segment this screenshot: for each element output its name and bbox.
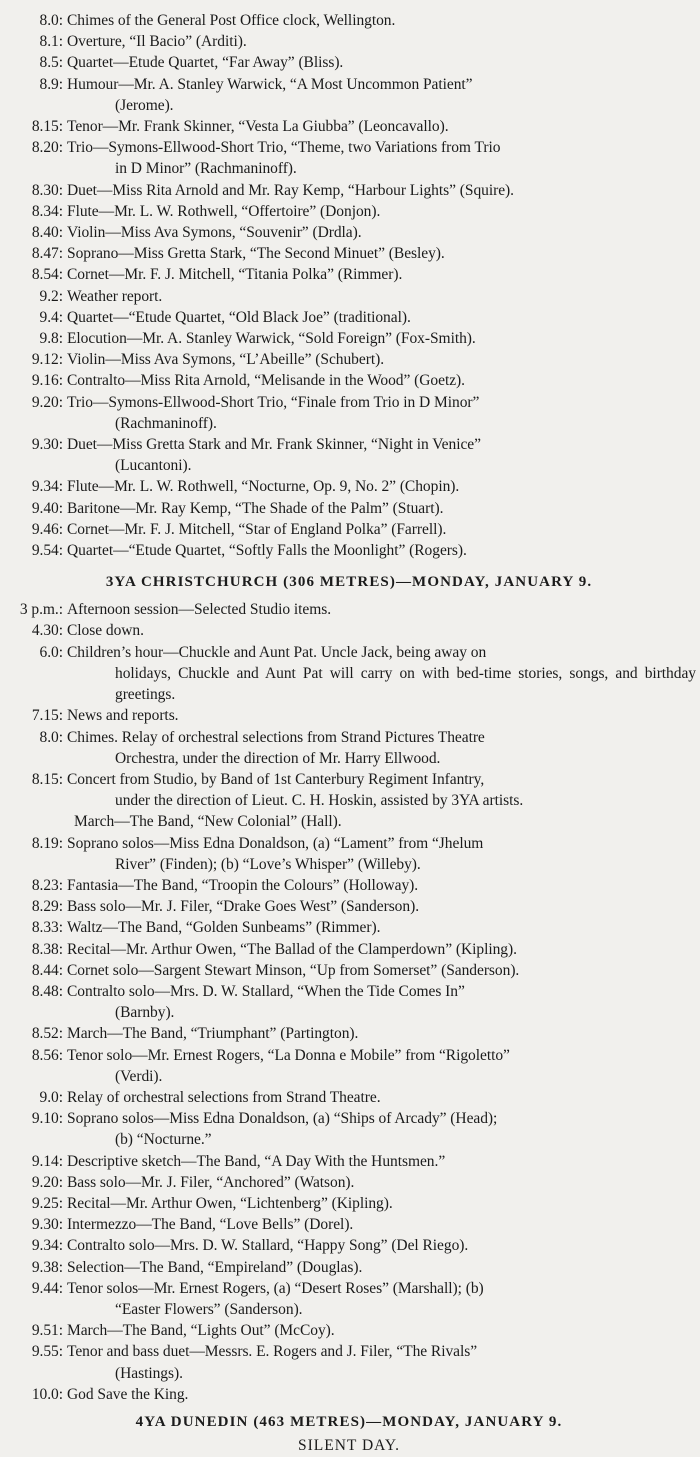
entry-description: Soprano solos—Miss Edna Donaldson, (a) “Ships of Arcady” (Head);: [67, 1110, 498, 1128]
programme-entry: [2, 917, 696, 938]
entry-time: 8.5:: [39, 54, 63, 72]
entry-text: [67, 1235, 696, 1256]
entry-time: 9.54:: [31, 542, 63, 560]
programme-entry: [2, 370, 696, 391]
entry-text: [67, 1023, 696, 1044]
entry-text: [67, 1108, 696, 1150]
entry-text: [67, 74, 696, 116]
programme-entry: [2, 1045, 696, 1087]
entry-description: Weather report.: [67, 287, 163, 305]
entry-time: 9.14:: [31, 1152, 63, 1170]
entry-text: [67, 498, 696, 519]
programme-entry: [2, 1023, 696, 1044]
entry-text: [67, 519, 696, 540]
entry-description: Recital—Mr. Arthur Owen, “Lichtenberg” (Kipling).: [67, 1194, 393, 1212]
programme-entry: [2, 31, 696, 52]
entry-time: 8.29:: [31, 898, 63, 916]
entry-text: [67, 1384, 696, 1405]
entry-time: 9.10:: [31, 1110, 63, 1128]
entry-description: Soprano solos—Miss Edna Donaldson, (a) “Lament” from “Jhelum: [67, 834, 484, 852]
entry-time: 9.34:: [31, 478, 63, 496]
programme-entry: [2, 896, 696, 917]
entry-time: 9.40:: [31, 499, 63, 517]
entry-text: [67, 833, 696, 875]
entry-text: [67, 540, 696, 561]
entry-description: Chimes. Relay of orchestral selections from Strand Pictures Theatre: [67, 728, 485, 746]
programme-entry: [2, 74, 696, 116]
entry-description: Contralto—Miss Rita Arnold, “Melisande in the Wood” (Goetz).: [67, 372, 465, 390]
entry-description: March—The Band, “Lights Out” (McCoy).: [67, 1322, 335, 1340]
programme-entry: [2, 1108, 696, 1150]
programme-entry: [2, 264, 696, 285]
programme-entry: [2, 833, 696, 875]
entry-time: 8.0:: [39, 728, 63, 746]
programme-entry: [2, 620, 696, 641]
entry-time: 9.16:: [31, 372, 63, 390]
programme-entry: [2, 727, 696, 769]
programme-entry: [2, 116, 696, 137]
entry-description: March—The Band, “New Colonial” (Hall).: [74, 813, 342, 831]
entry-description: Violin—Miss Ava Symons, “L’Abeille” (Schubert).: [67, 351, 385, 369]
programme-entry: [2, 286, 696, 307]
entry-text: [67, 264, 696, 285]
entry-description: Descriptive sketch—The Band, “A Day With the Huntsmen.”: [67, 1152, 446, 1170]
entry-time: 10.0:: [31, 1385, 63, 1403]
programme-entry: [2, 349, 696, 370]
entry-text: [67, 1172, 696, 1193]
entry-description: Elocution—Mr. A. Stanley Warwick, “Sold Foreign” (Fox-Smith).: [67, 330, 476, 348]
entry-description: Waltz—The Band, “Golden Sunbeams” (Rimmer).: [67, 919, 381, 937]
programme-entry: [2, 180, 696, 201]
entry-description: Children’s hour—Chuckle and Aunt Pat. Uncle Jack, being away on: [67, 643, 487, 661]
programme-entry: [2, 1151, 696, 1172]
entry-text: [67, 137, 696, 179]
entry-text: [67, 1193, 696, 1214]
entry-text: [67, 201, 696, 222]
entry-description: Tenor solos—Mr. Ernest Rogers, (a) “Desert Roses” (Marshall); (b): [67, 1279, 484, 1297]
entry-description: Contralto solo—Mrs. D. W. Stallard, “Happy Song” (Del Riego).: [67, 1237, 469, 1255]
entry-text: [67, 981, 696, 1023]
entry-time: 9.20:: [31, 393, 63, 411]
entry-text: [67, 370, 696, 391]
entry-text: [67, 116, 696, 137]
entry-time: 8.38:: [31, 940, 63, 958]
programme-entry: [2, 1257, 696, 1278]
entry-description: Tenor and bass duet—Messrs. E. Rogers and J. Filer, “The Rivals”: [67, 1343, 478, 1361]
programme-entry: [2, 392, 696, 434]
entry-time: 8.33:: [31, 919, 63, 937]
entry-text: [67, 392, 696, 434]
programme-entry: [2, 1320, 696, 1341]
entry-text: [67, 180, 696, 201]
entry-continuation: (Verdi).: [115, 1067, 163, 1085]
entry-description: Cornet—Mr. F. J. Mitchell, “Titania Polka” (Rimmer).: [67, 266, 403, 284]
entry-time: 9.20:: [31, 1173, 63, 1191]
entry-text: [67, 328, 696, 349]
entry-description: Relay of orchestral selections from Strand Theatre.: [67, 1088, 381, 1106]
entry-continuation: (b) “Nocturne.”: [115, 1131, 212, 1149]
entry-description: Tenor—Mr. Frank Skinner, “Vesta La Giubba” (Leoncavallo).: [67, 118, 449, 136]
entry-description: Cornet—Mr. F. J. Mitchell, “Star of England Polka” (Farrell).: [67, 520, 447, 538]
entry-text: [67, 243, 696, 264]
entry-time: 9.51:: [31, 1322, 63, 1340]
entry-time: 8.40:: [31, 224, 63, 242]
entry-text: [67, 31, 696, 52]
entry-time: 9.0:: [39, 1088, 63, 1106]
entry-description: Fantasia—The Band, “Troopin the Colours” (Holloway).: [67, 876, 419, 894]
entry-text: [67, 620, 696, 641]
entry-continuation: “Easter Flowers” (Sanderson).: [115, 1300, 303, 1318]
christchurch-programme: [2, 599, 696, 1405]
entry-time: 9.2:: [39, 287, 63, 305]
dunedin-heading: 4YA DUNEDIN (463 METRES)—MONDAY, JANUARY 9.: [135, 1414, 563, 1430]
programme-entry: [2, 811, 696, 832]
entry-description: Selection—The Band, “Empireland” (Douglas).: [67, 1258, 363, 1276]
entry-description: Trio—Symons-Ellwood-Short Trio, “Finale from Trio in D Minor”: [67, 393, 480, 411]
entry-text: [67, 52, 696, 73]
entry-continuation: in D Minor” (Rachmaninoff).: [115, 160, 297, 178]
entry-description: Baritone—Mr. Ray Kemp, “The Shade of the Palm” (Stuart).: [67, 499, 444, 517]
entry-text: [67, 1151, 696, 1172]
entry-text: [67, 875, 696, 896]
entry-time: 8.20:: [31, 139, 63, 157]
entry-time: 8.9:: [39, 75, 63, 93]
entry-text: [67, 1214, 696, 1235]
entry-time: 8.48:: [31, 982, 63, 1000]
programme-entry: [2, 52, 696, 73]
programme-entry: [2, 1172, 696, 1193]
entry-description: Afternoon session—Selected Studio items.: [67, 601, 332, 619]
entry-description: Intermezzo—The Band, “Love Bells” (Dorel).: [67, 1216, 354, 1234]
entry-time: 8.19:: [31, 834, 63, 852]
entry-time: 9.55:: [31, 1343, 63, 1361]
entry-time: 9.4:: [39, 308, 63, 326]
entry-description: Overture, “Il Bacio” (Arditi).: [67, 33, 247, 51]
entry-text: [67, 286, 696, 307]
entry-time: 9.38:: [31, 1258, 63, 1276]
entry-time: 9.34:: [31, 1237, 63, 1255]
programme-entry: [2, 10, 696, 31]
entry-continuation: holidays, Chuckle and Aunt Pat will carry on with bed-time stories, songs, and birthday greetings.: [115, 664, 696, 704]
entry-time: 9.46:: [31, 520, 63, 538]
entry-description: Quartet—Etude Quartet, “Far Away” (Bliss).: [67, 54, 344, 72]
entry-time: 8.47:: [31, 245, 63, 263]
entry-text: [67, 939, 696, 960]
entry-time: 8.15:: [31, 770, 63, 788]
entry-description: Flute—Mr. L. W. Rothwell, “Nocturne, Op. 9, No. 2” (Chopin).: [67, 478, 460, 496]
entry-description: Duet—Miss Gretta Stark and Mr. Frank Skinner, “Night in Venice”: [67, 436, 481, 454]
entry-time: 8.23:: [31, 876, 63, 894]
programme-entry: [2, 769, 696, 811]
entry-text: [67, 727, 696, 769]
entry-time: 8.30:: [31, 181, 63, 199]
entry-text: [67, 896, 696, 917]
entry-description: Cornet solo—Sargent Stewart Minson, “Up from Somerset” (Sanderson).: [67, 961, 520, 979]
entry-description: Quartet—“Etude Quartet, “Softly Falls the Moonlight” (Rogers).: [67, 542, 467, 560]
entry-text: [67, 1278, 696, 1320]
entry-text: [67, 1257, 696, 1278]
entry-description: March—The Band, “Triumphant” (Partington).: [67, 1025, 359, 1043]
programme-entry: [2, 1087, 696, 1108]
entry-description: Contralto solo—Mrs. D. W. Stallard, “When the Tide Comes In”: [67, 982, 465, 1000]
entry-description: Trio—Symons-Ellwood-Short Trio, “Theme, two Variations from Trio: [67, 139, 501, 157]
entry-text: [67, 1045, 696, 1087]
entry-time: 8.56:: [31, 1046, 63, 1064]
entry-description: Quartet—“Etude Quartet, “Old Black Joe” (traditional).: [67, 308, 411, 326]
entry-text: [67, 1087, 696, 1108]
programme-entry: [2, 1341, 696, 1383]
programme-entry: [2, 939, 696, 960]
entry-text: [67, 705, 696, 726]
programme-entry: [2, 981, 696, 1023]
programme-entry: [2, 875, 696, 896]
entry-description: God Save the King.: [67, 1385, 189, 1403]
entry-continuation: (Rachmaninoff).: [115, 414, 217, 432]
programme-entry: [2, 1214, 696, 1235]
entry-time: 9.30:: [31, 1216, 63, 1234]
programme-entry: [2, 201, 696, 222]
entry-description: Recital—Mr. Arthur Owen, “The Ballad of the Clamperdown” (Kipling).: [67, 940, 517, 958]
programme-entry: [2, 1278, 696, 1320]
programme-entry: [2, 307, 696, 328]
entry-time: 8.54:: [31, 266, 63, 284]
entry-description: Close down.: [67, 622, 144, 640]
entry-time: 4.30:: [31, 622, 63, 640]
entry-continuation: (Lucantoni).: [115, 457, 192, 475]
entry-continuation: (Hastings).: [115, 1364, 183, 1382]
entry-text: [74, 811, 696, 832]
entry-time: 8.52:: [31, 1025, 63, 1043]
entry-text: [67, 960, 696, 981]
christchurch-heading: 3YA CHRISTCHURCH (306 METRES)—MONDAY, JANUARY 9.: [105, 574, 593, 591]
entry-time: 9.25:: [31, 1194, 63, 1212]
entry-time: 7.15:: [31, 707, 63, 725]
programme-entry: [2, 540, 696, 561]
entry-description: Bass solo—Mr. J. Filer, “Anchored” (Watson).: [67, 1173, 355, 1191]
entry-continuation: under the direction of Lieut. C. H. Hoskin, assisted by 3YA artists.: [115, 792, 524, 810]
entry-description: Chimes of the General Post Office clock, Wellington.: [67, 12, 396, 29]
entry-continuation: Orchestra, under the direction of Mr. Harry Ellwood.: [115, 749, 441, 767]
entry-continuation: (Barnby).: [115, 1004, 175, 1022]
entry-continuation: (Jerome).: [115, 96, 174, 114]
entry-description: Bass solo—Mr. J. Filer, “Drake Goes West” (Sanderson).: [67, 898, 420, 916]
programme-entry: [2, 1235, 696, 1256]
entry-text: [67, 349, 696, 370]
entry-time: 9.30:: [31, 436, 63, 454]
entry-time: 9.12:: [31, 351, 63, 369]
entry-text: [67, 307, 696, 328]
programme-entry: [2, 222, 696, 243]
entry-time: 3 p.m.:: [19, 601, 63, 619]
programme-entry: [2, 960, 696, 981]
entry-description: Concert from Studio, by Band of 1st Canterbury Regiment Infantry,: [67, 770, 485, 788]
wellington-programme: [2, 10, 696, 561]
entry-text: [67, 917, 696, 938]
programme-entry: [2, 476, 696, 497]
entry-description: Violin—Miss Ava Symons, “Souvenir” (Drdla).: [67, 224, 362, 242]
entry-description: Soprano—Miss Gretta Stark, “The Second Minuet” (Besley).: [67, 245, 445, 263]
entry-time: 6.0:: [39, 643, 63, 661]
entry-text: [67, 10, 696, 31]
entry-text: [67, 1320, 696, 1341]
entry-text: [67, 476, 696, 497]
entry-text: [67, 642, 696, 706]
entry-description: Tenor solo—Mr. Ernest Rogers, “La Donna e Mobile” from “Rigoletto”: [67, 1046, 510, 1064]
entry-time: 9.44:: [31, 1279, 63, 1297]
entry-time: 8.15:: [31, 118, 63, 136]
entry-text: [67, 1341, 696, 1383]
entry-description: Flute—Mr. L. W. Rothwell, “Offertoire” (Donjon).: [67, 202, 381, 220]
programme-entry: [2, 1193, 696, 1214]
programme-entry: [2, 519, 696, 540]
entry-text: [67, 434, 696, 476]
silent-day-note: SILENT DAY.: [297, 1437, 400, 1454]
entry-time: 9.8:: [39, 330, 63, 348]
programme-entry: [2, 642, 696, 706]
entry-continuation: River” (Finden); (b) “Love’s Whisper” (Willeby).: [115, 855, 421, 873]
programme-entry: [2, 498, 696, 519]
entry-text: [67, 769, 696, 811]
entry-description: News and reports.: [67, 707, 179, 725]
programme-entry: [2, 1384, 696, 1405]
entry-description: Humour—Mr. A. Stanley Warwick, “A Most Uncommon Patient”: [67, 75, 473, 93]
entry-time: 8.34:: [31, 202, 63, 220]
entry-time: 8.1:: [39, 33, 63, 51]
programme-entry: [2, 599, 696, 620]
entry-text: [67, 222, 696, 243]
programme-entry: [2, 434, 696, 476]
entry-description: Duet—Miss Rita Arnold and Mr. Ray Kemp, “Harbour Lights” (Squire).: [67, 181, 514, 199]
entry-text: [67, 599, 696, 620]
entry-time: 8.0:: [39, 12, 63, 29]
programme-entry: [2, 328, 696, 349]
entry-time: 8.44:: [31, 961, 63, 979]
programme-entry: [2, 137, 696, 179]
programme-entry: [2, 243, 696, 264]
programme-entry: [2, 705, 696, 726]
